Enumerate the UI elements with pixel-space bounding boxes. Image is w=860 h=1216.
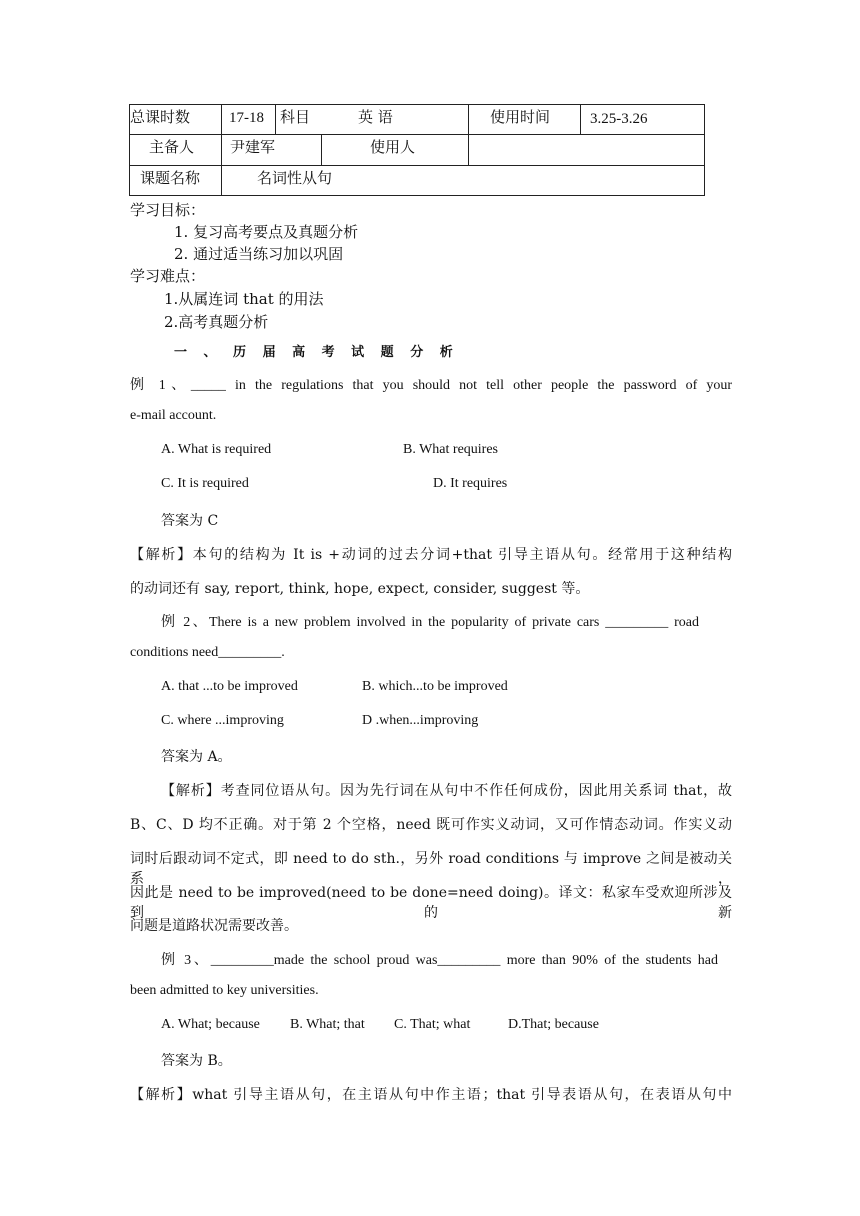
analysis-line: 因此是 need to be improved(need to be done=need doing)。译文：私家车受欢迎所涉及到的新 (130, 885, 732, 921)
option-b: B. What requires (403, 442, 498, 457)
option-a: A. that ...to be improved (161, 679, 298, 694)
table-border-top (129, 104, 705, 105)
objective-item: 1. 复习高考要点及真题分析 (174, 223, 359, 241)
example-question-line: 例 3、_________made the school proud was_________ more than 90% of the students had (161, 953, 718, 968)
analysis-line: 【解析】what 引导主语从句，在主语从句中作主语；that 引导表语从句，在表语从句中 (130, 1087, 732, 1103)
example-question-line: conditions need_________. (130, 645, 285, 660)
class-hours-label: 总课时数 (130, 108, 191, 126)
topic-value: 名词性从句 (257, 169, 333, 187)
difficulty-item: 2.高考真题分析 (164, 313, 269, 331)
example-question-line: 例 1、_____ in the regulations that you should not tell other people the password of your (130, 378, 732, 393)
table-row-divider (129, 134, 705, 135)
analysis-line: 【解析】考查同位语从句。因为先行词在从句中不作任何成份，因此用关系词 that，故 (161, 783, 732, 799)
difficulty-item: 1.从属连词 that 的用法 (164, 290, 324, 308)
user-label: 使用人 (370, 138, 416, 156)
option-c: C. where ...improving (161, 713, 284, 728)
preparer-label: 主备人 (149, 138, 195, 156)
example-question-line: e-mail account. (130, 408, 217, 423)
table-col-divider (275, 104, 276, 135)
table-col-divider (221, 104, 222, 196)
table-col-divider (580, 104, 581, 135)
option-c: C. That; what (394, 1017, 471, 1032)
table-col-divider (468, 104, 469, 166)
class-hours-value: 17-18 (229, 110, 264, 126)
option-b: B. What; that (290, 1017, 365, 1032)
answer-text: 答案为 C (161, 513, 219, 529)
objectives-title: 学习目标： (130, 201, 206, 219)
example-question-line: 例 2、There is a new problem involved in the popularity of private cars _________ road (161, 615, 699, 630)
answer-text: 答案为 A。 (161, 749, 232, 765)
header-table (129, 104, 705, 196)
usage-date-value: 3.25-3.26 (590, 111, 648, 127)
option-d: D .when...improving (362, 713, 479, 728)
difficulties-title: 学习难点： (130, 267, 206, 285)
option-a: A. What is required (161, 442, 272, 457)
analysis-line: 【解析】本句的结构为 It is +动词的过去分词+that 引导主语从句。经常用于这种结构 (130, 547, 732, 563)
topic-label: 课题名称 (140, 169, 201, 187)
objective-item: 2. 通过适当练习加以巩固 (174, 245, 344, 263)
table-border-bottom (129, 195, 705, 196)
table-border-right (704, 104, 705, 196)
answer-text: 答案为 B。 (161, 1053, 232, 1069)
preparer-value: 尹建军 (230, 138, 276, 156)
usage-date-label: 使用时间 (490, 108, 551, 126)
analysis-line: 词时后跟动词不定式，即 need to do sth.，另外 road conditions 与 improve 之间是被动关系， (130, 851, 732, 887)
analysis-line: 问题是道路状况需要改善。 (130, 918, 298, 934)
option-a: A. What; because (161, 1017, 260, 1032)
table-row-divider (129, 165, 705, 166)
option-c: C. It is required (161, 476, 249, 491)
option-b: B. which...to be improved (362, 679, 508, 694)
option-d: D.That; because (508, 1017, 599, 1032)
analysis-line: 的动词还有 say, report, think, hope, expect, consider, suggest 等。 (130, 581, 590, 597)
subject-label: 科目 (280, 108, 311, 126)
example-question-line: been admitted to key universities. (130, 983, 319, 998)
table-col-divider (321, 134, 322, 165)
subject-value: 英 语 (358, 108, 393, 126)
analysis-line: B、C、D 均不正确。对于第 2 个空格，need 既可作实义动词，又可作情态动词。作实义动 (130, 817, 732, 833)
option-d: D. It requires (433, 476, 508, 491)
section-title: 一 、 历 届 高 考 试 题 分 析 (174, 345, 459, 360)
